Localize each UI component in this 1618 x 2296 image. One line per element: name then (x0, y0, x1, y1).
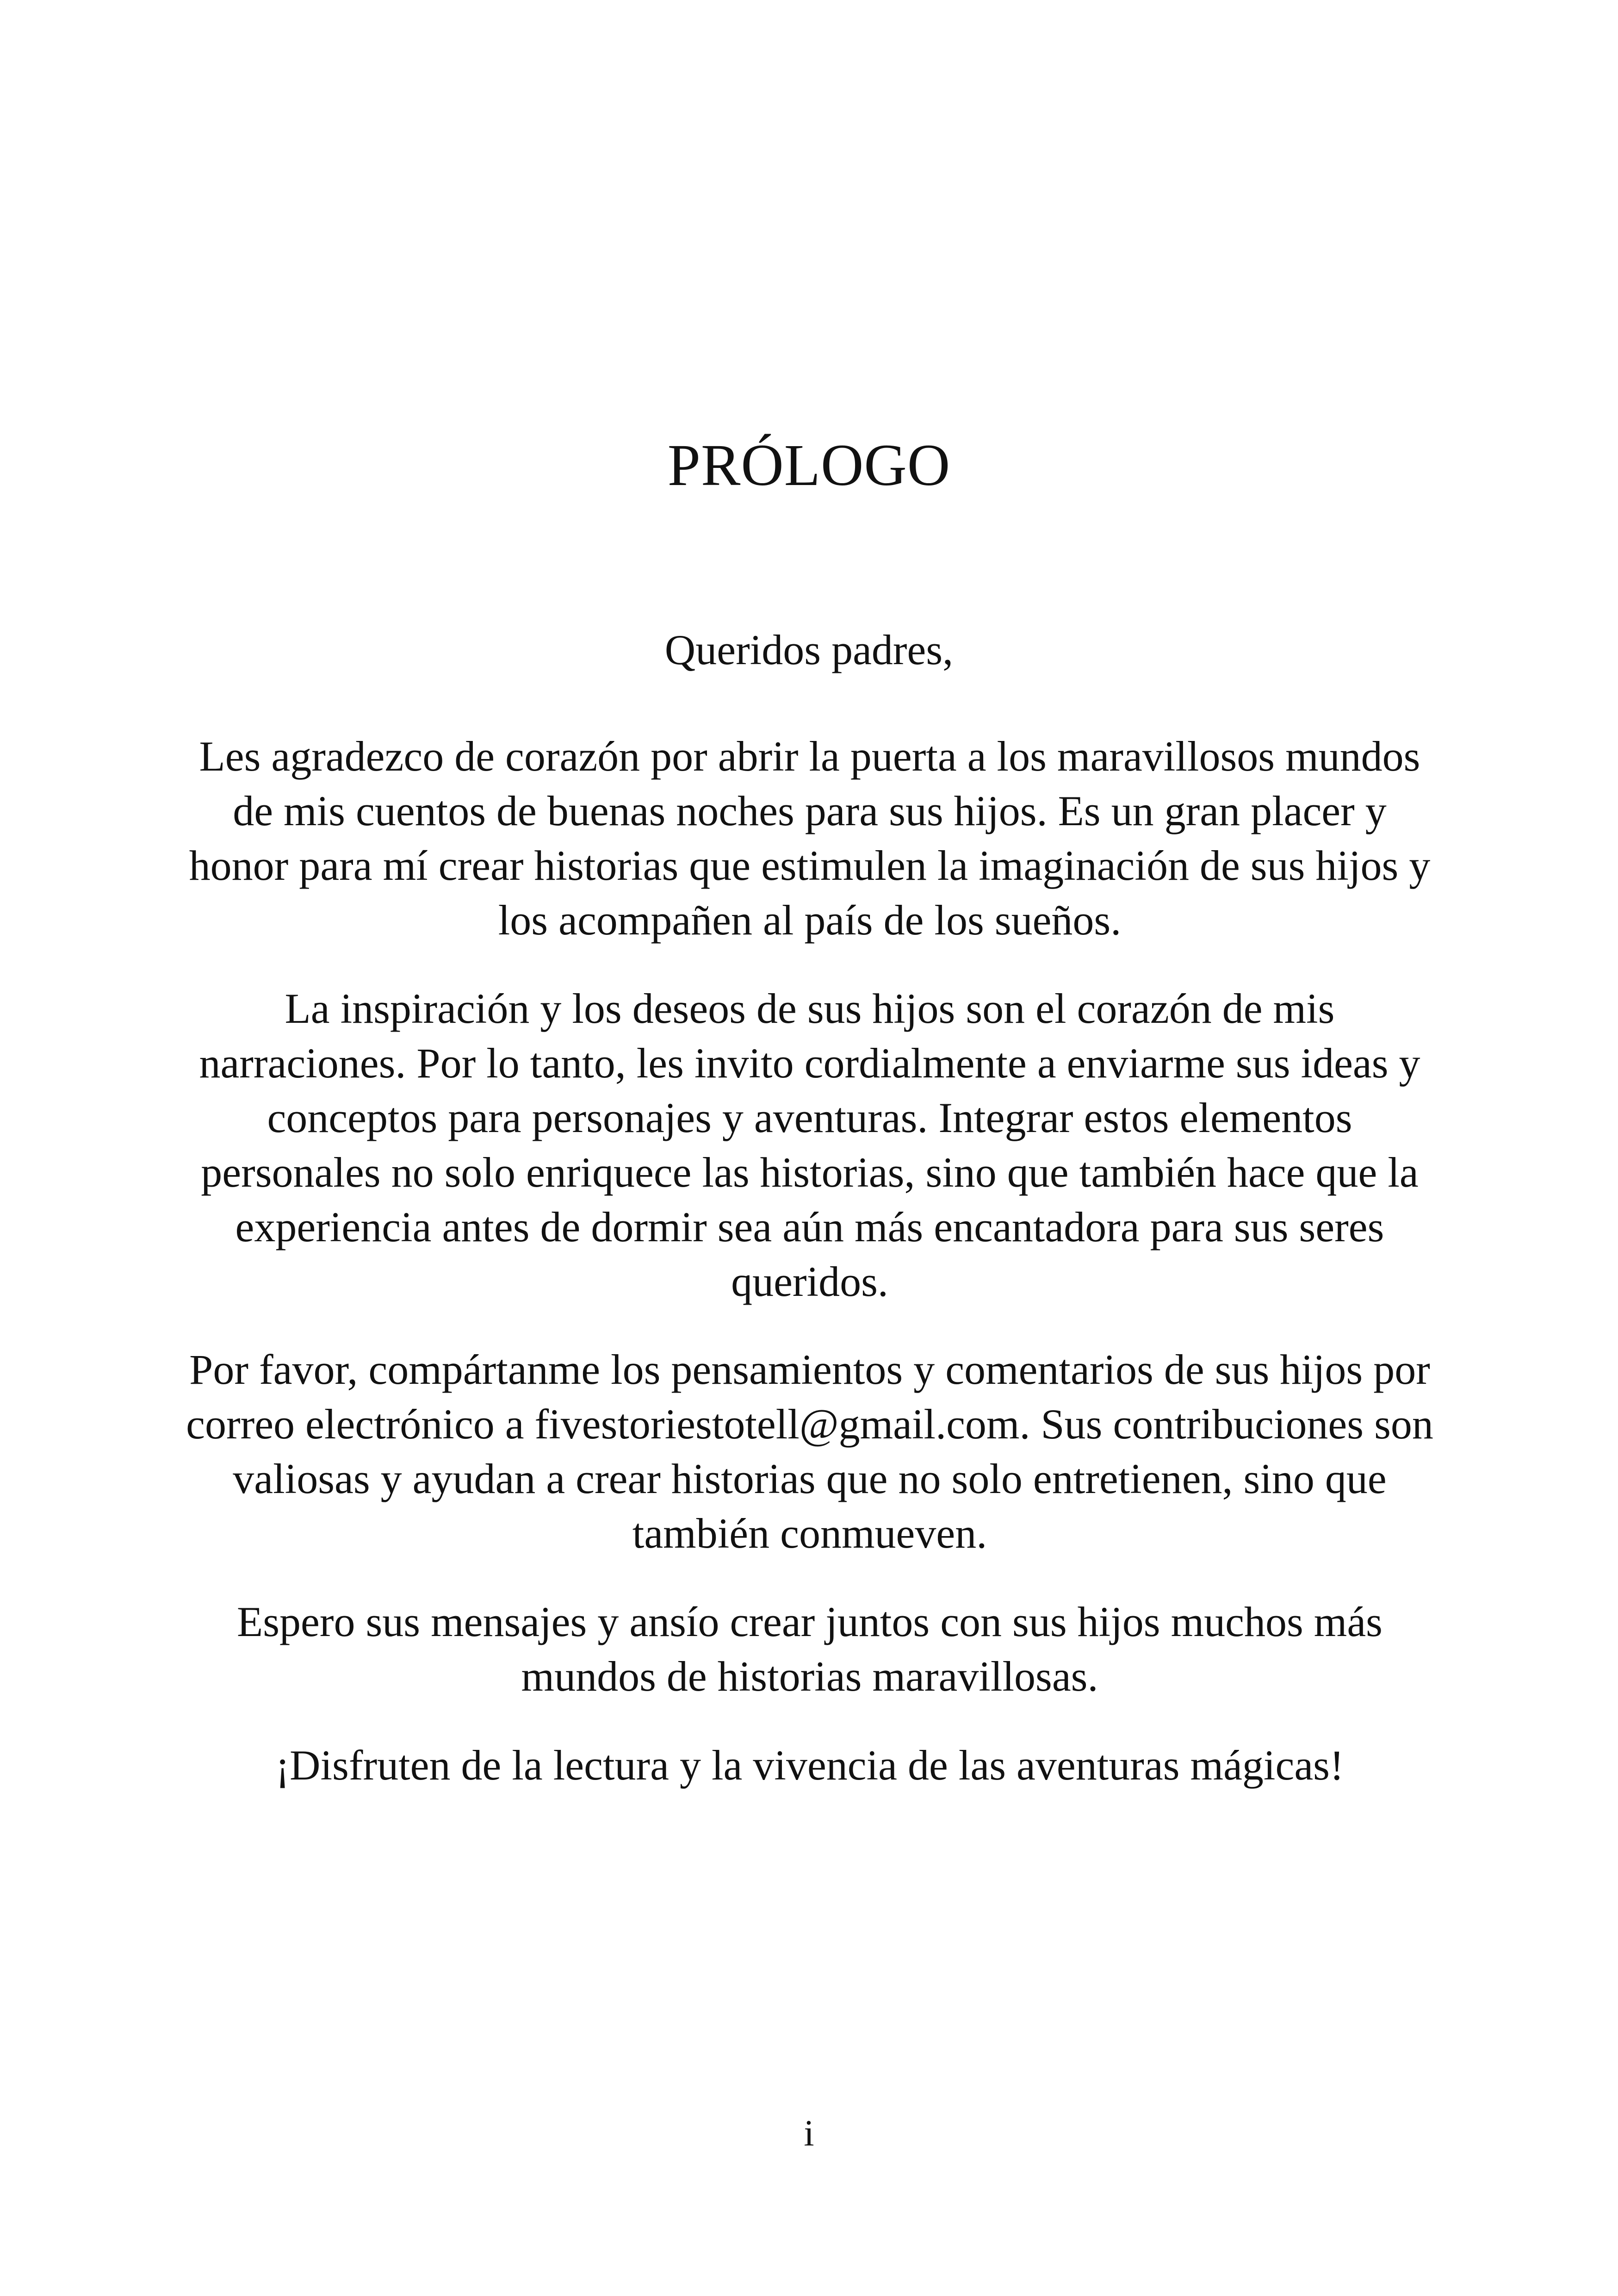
paragraph-closing: ¡Disfruten de la lectura y la vivencia de las aventuras mágicas! (275, 1742, 1344, 1789)
paragraph-gratitude: Les agradezco de corazón por abrir la puerta a los maravillosos mundos de mis cuentos de buenas noches para sus hijos. Es un gran placer y honor para mí crear historias que estimulen la imaginación de sus hijos y los acompañen al país de los sueños. (189, 733, 1431, 944)
paragraph-contact: Por favor, compártanme los pensamientos y comentarios de sus hijos por correo electrónico a fivestoriestotell@gmail.com. Sus contribuciones son valiosas y ayudan a crear historias que no solo entretienen, sino que también conmueven. (186, 1346, 1433, 1557)
paragraph-inspiration: La inspiración y los deseos de sus hijos son el corazón de mis narraciones. Por lo tanto, les invito cordialmente a enviarme sus ideas y conceptos para personajes y aventuras. Integrar estos elementos personales no solo enriquece las historias, sino que también hace que la experiencia antes de dormir sea aún más encantadora para sus seres queridos. (199, 985, 1420, 1305)
page-title: PRÓLOGO (667, 432, 951, 498)
salutation: Queridos padres, (664, 626, 954, 673)
paragraph-anticipation: Espero sus mensajes y ansío crear juntos con sus hijos muchos más mundos de historias maravillosas. (237, 1598, 1382, 1700)
page-number: i (804, 2113, 814, 2154)
